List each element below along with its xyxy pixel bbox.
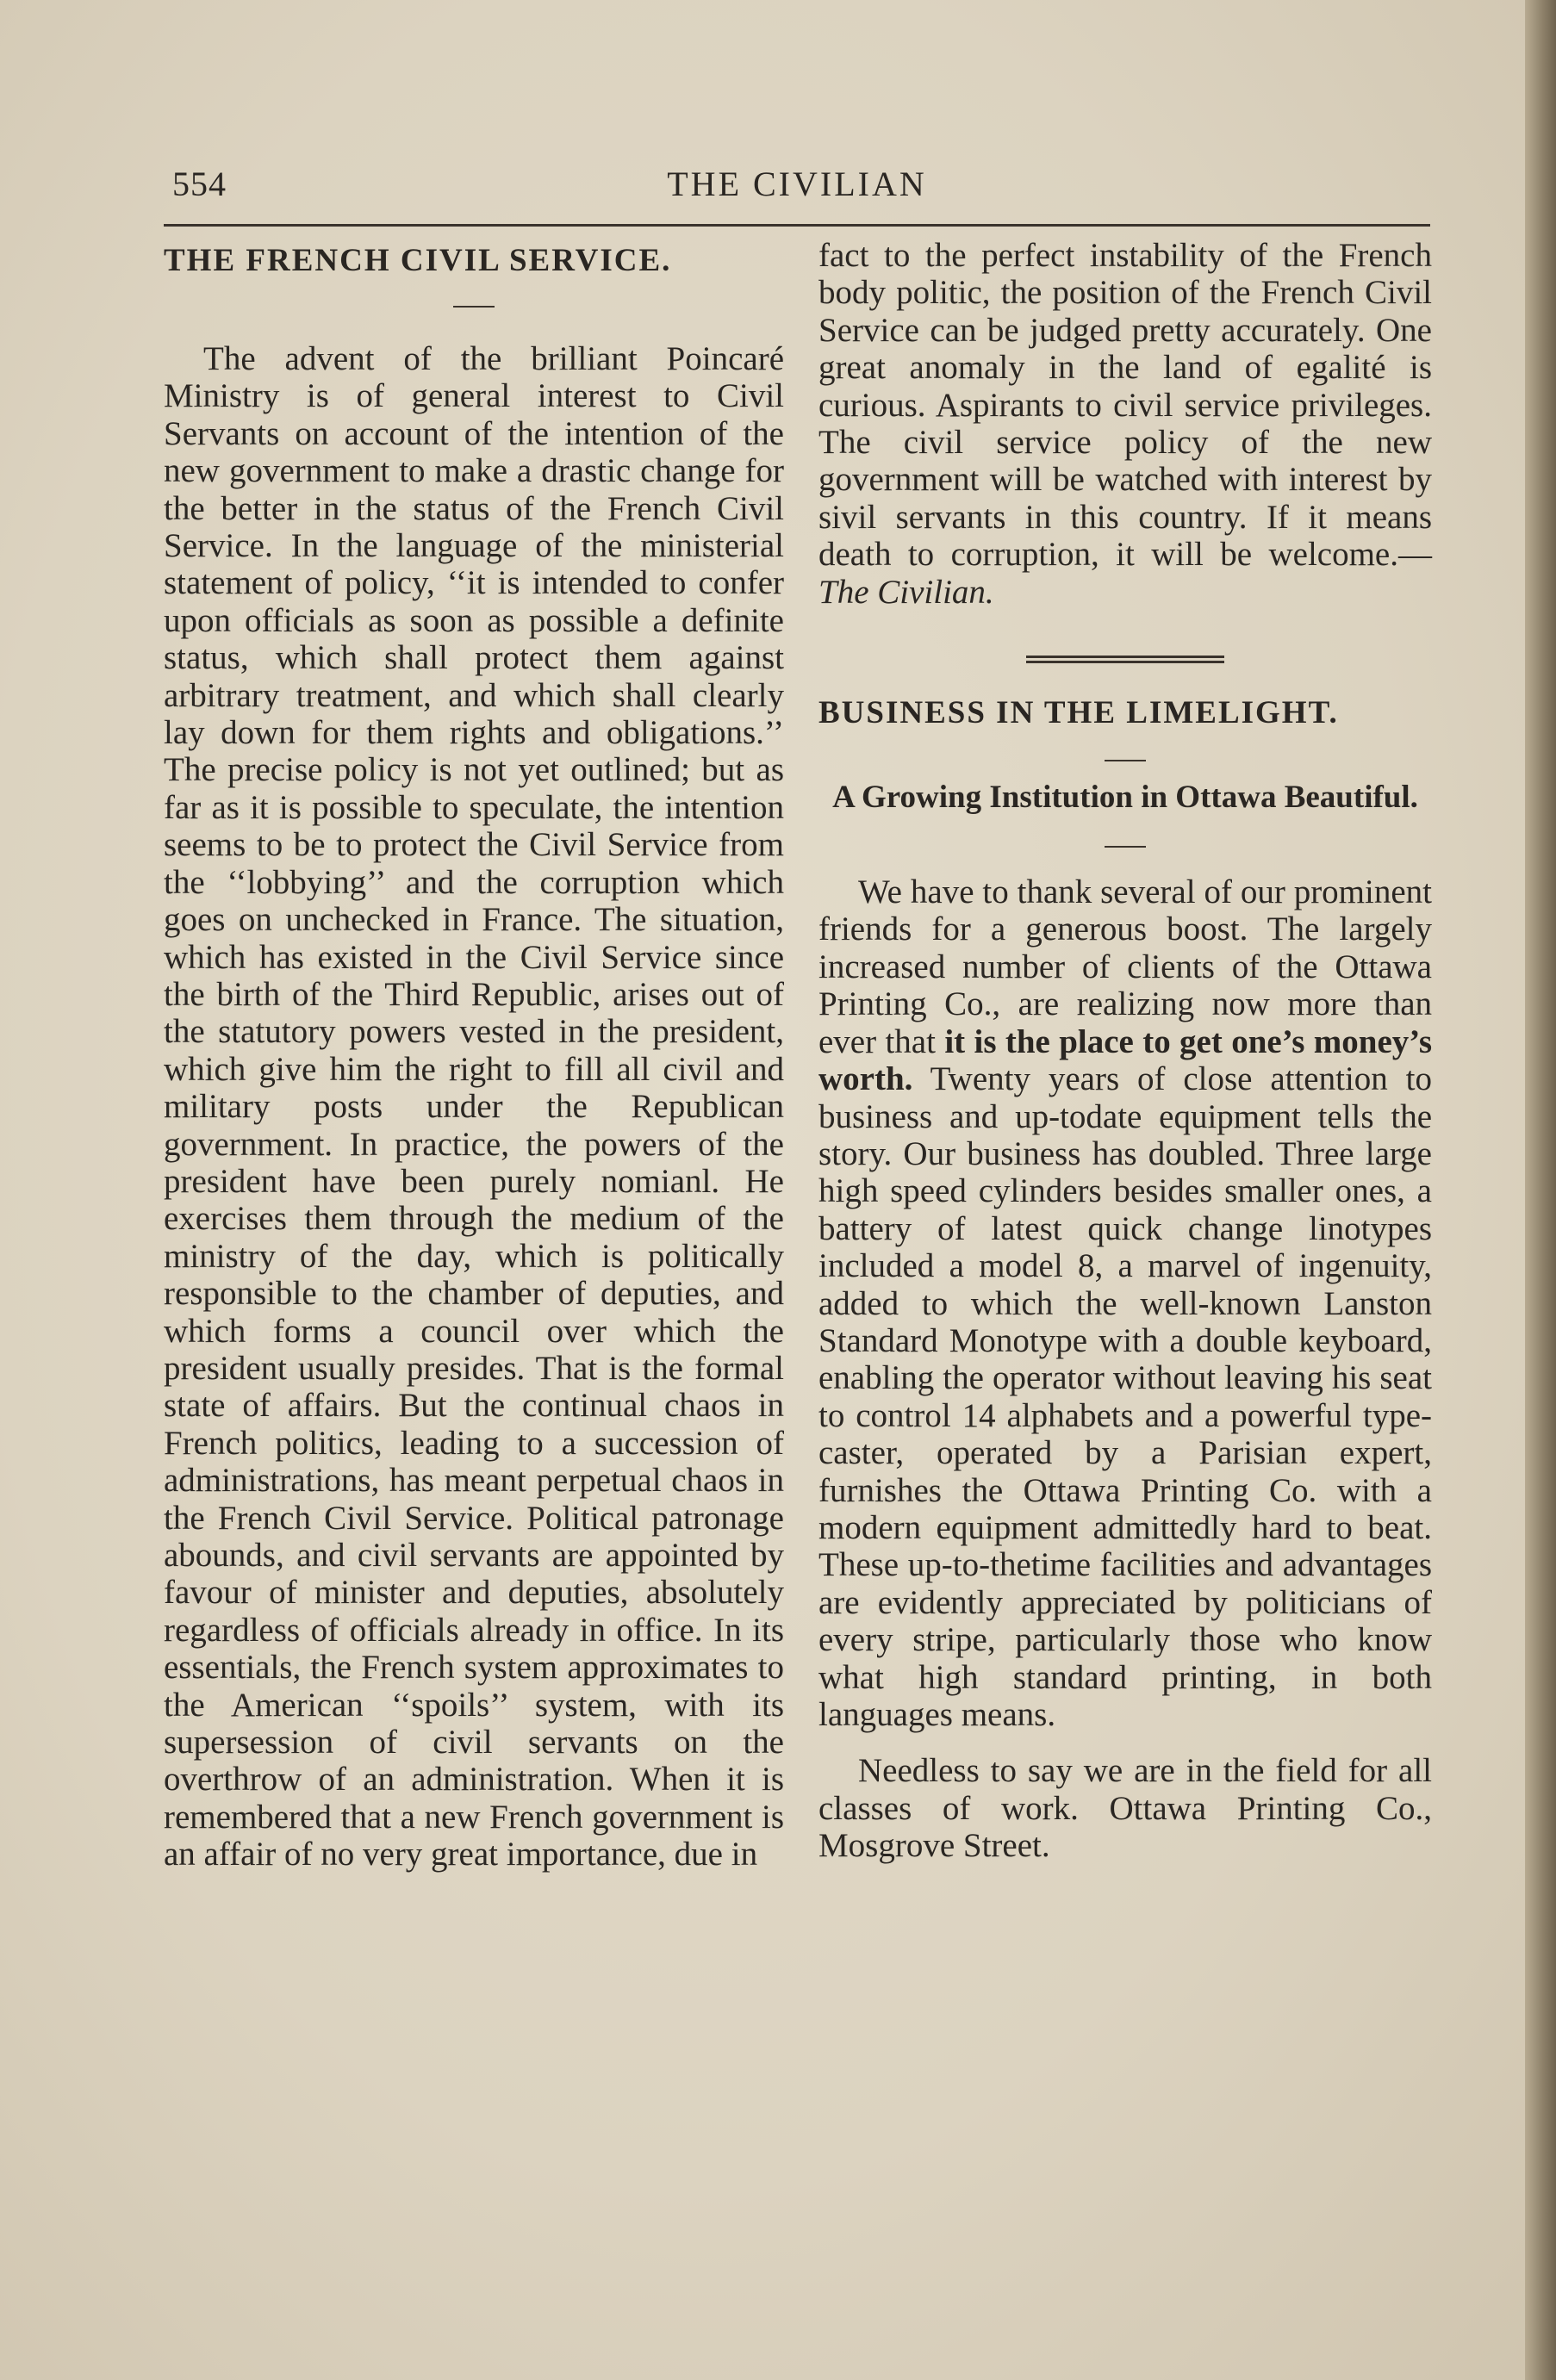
running-title: THE CIVILIAN — [667, 165, 927, 203]
header-rule — [164, 224, 1430, 227]
section-divider — [1026, 656, 1224, 663]
bold-phrase: it is the place to get one’s money’s worth. — [818, 1022, 1432, 1098]
paragraph-text: We have to thank several of our prominent friends for a generous boost. The largely increased number of clients of the Ottawa Printing Co., are realizing now more than ever that — [818, 873, 1432, 1060]
article-title-business-limelight: BUSINESS IN THE LIMELIGHT. — [818, 695, 1339, 731]
page-number: 554 — [172, 165, 227, 203]
article-body-continued — [818, 237, 1432, 611]
article-title-french-civil-service: THE FRENCH CIVIL SERVICE. — [164, 243, 672, 278]
continued-text: fact to the perfect instability of the French body politic, the position of the French Civil Service can be judged pretty accurately. One great anomaly in the land of egalité is curious. Aspirants to civil service privileges. The civil service policy of the new government will be watched with interest by sivil servants in this country. If it means death to corruption, it will be welcome.— — [818, 237, 1432, 574]
right-column — [818, 237, 1432, 1865]
article-paragraph-1 — [818, 873, 1432, 1733]
left-column — [164, 237, 784, 1874]
article-subtitle: A Growing Institution in Ottawa Beautiful. — [832, 780, 1418, 816]
article-paragraph-2: Needless to say we are in the field for all classes of work. Ottawa Printing Co., Mosgrove Street. — [818, 1752, 1432, 1865]
page-header — [164, 164, 1430, 207]
article-source: The Civilian. — [818, 573, 994, 611]
paragraph-text: Twenty years of close attention to business and up-todate equipment tells the story. Our business has doubled. Three large high speed cylinders besides smaller ones, a battery of latest quick change linotypes included a model 8, a marvel of ingenuity, added to which the well-known Lanston Standard Monotype with a double keyboard, enabling the operator without leaving his seat to control 14 alphabets and a powerful type-caster, operated by a Parisian expert, furnishes the Ottawa Printing Co. with a modern equipment admittedly hard to beat. These up-to-thetime facilities and advantages are evidently appreciated by politicians of every stripe, particularly those who know what high standard printing, in both languages means. — [818, 1060, 1432, 1733]
binding-edge — [1525, 0, 1556, 2380]
article-body: The advent of the brilliant Poincaré Ministry is of general interest to Civil Servants on account of the intention of the new government to make a drastic change for the better in the status of the French Civil Service. In the language of the ministerial statement of policy, ‘‘it is intended to confer upon officials as soon as possible a definite status, which shall protect them against arbitrary treatment, and which shall clearly lay down for them rights and obligations.’’ The precise policy is not yet outlined; but as far as it is possible to speculate, the intention seems to be to protect the Civil Service from the ‘‘lobbying’’ and the corruption which goes on unchecked in France. The situation, which has existed in the Civil Service since the birth of the Third Republic, arises out of the statutory powers vested in the president, which give him the right to fill all civil and military posts under the Republican government. In practice, the powers of the president have been purely nomianl. He exercises them through the medium of the ministry of the day, which is politically responsible to the chamber of deputies, and which forms a council over which the president usually presides. That is the formal state of affairs. But the continual chaos in French politics, leading to a succession of administrations, has meant perpetual chaos in the French Civil Service. Political patronage abounds, and civil servants are appointed by favour of minister and deputies, absolutely regardless of officials already in office. In its essentials, the French system approximates to the American ‘‘spoils’’ system, with its supersession of civil servants on the overthrow of an administration. When it is remembered that a new French government is an affair of no very great importance, due in — [164, 340, 784, 1874]
